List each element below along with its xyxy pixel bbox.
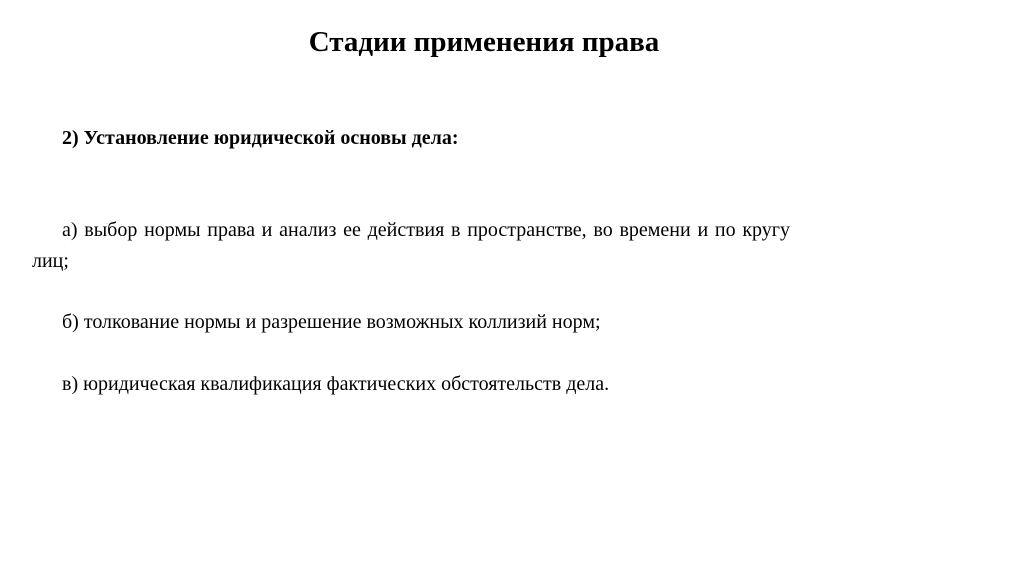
section-heading: 2) Установление юридической основы дела: — [62, 127, 459, 149]
slide-title: Стадии применения права — [308, 26, 660, 58]
list-item-a: а) выбор нормы права и анализ ее действия в пространстве, во времени и по кругу лиц; — [32, 219, 790, 272]
list-item-b: б) толкование нормы и разрешение возможных коллизий норм; — [62, 311, 601, 333]
list-item-c: в) юридическая квалификация фактических обстоятельств дела. — [62, 373, 610, 395]
